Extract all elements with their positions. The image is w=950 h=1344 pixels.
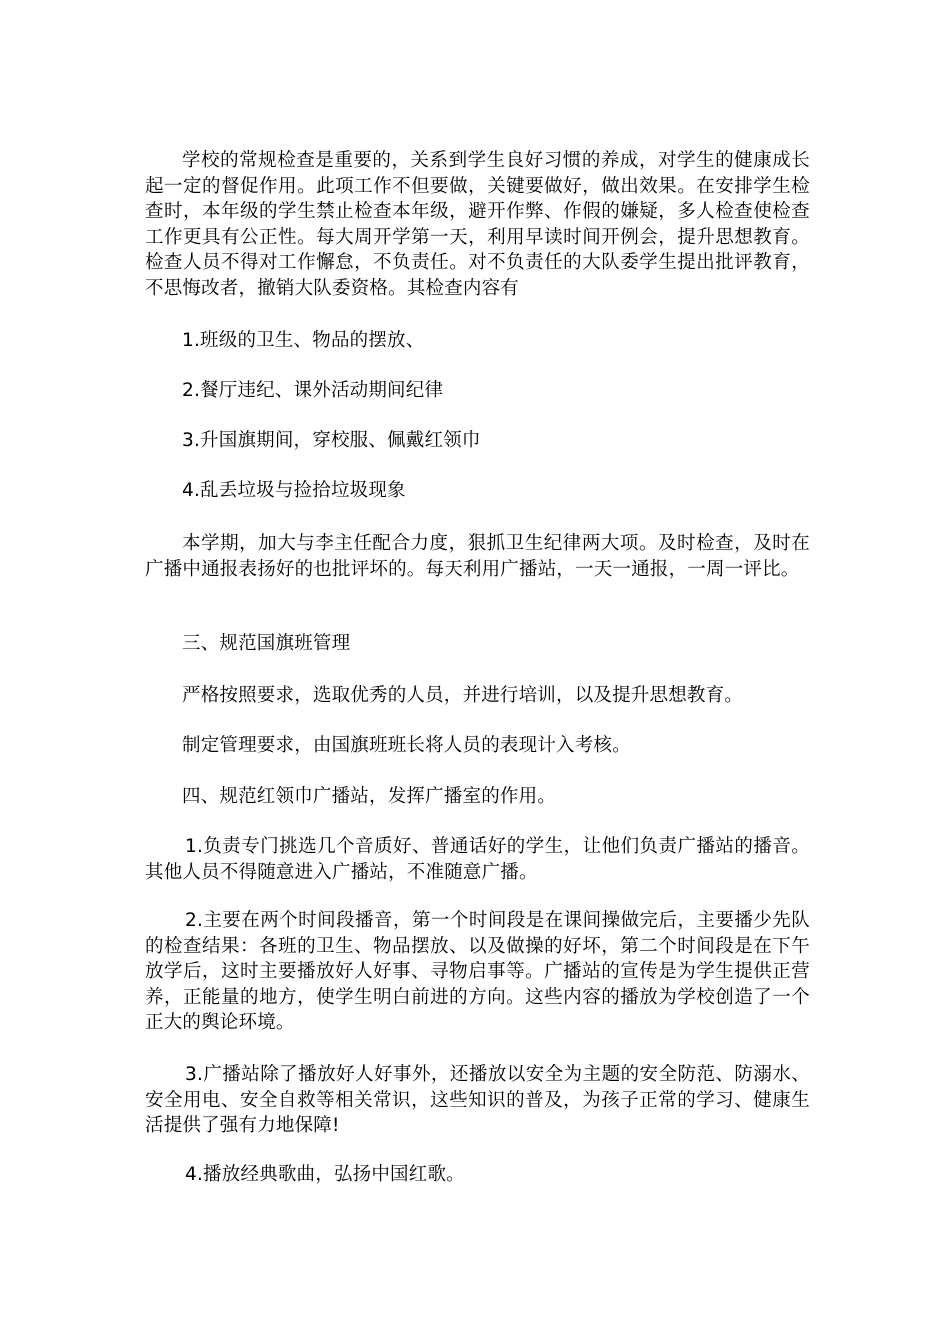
paragraph-flag-team-training: 严格按照要求，选取优秀的人员，并进行培训，以及提升思想教育。 [182, 685, 744, 706]
paragraph-broadcast-schedule: 2.主要在两个时间段播音，第一个时间段是在课间操做完后，主要播少先队的检查结果：各班的卫生、物品摆放、以及做操的好坏，第二个时间段是在下午放学后，这时主要播放好人好事、寻物启事等。广播站的宣传是为学生提供正营养，正能量的地方，使学生明白前进的方向。这些内容的播放为学校创造了一个正大的舆论环境。 [145, 910, 810, 1033]
section-heading-broadcast-station: 四、规范红领巾广播站，发挥广播室的作用。 [182, 786, 557, 807]
list-item-canteen-discipline: 2.餐厅违纪、课外活动期间纪律 [182, 380, 444, 401]
paragraph-flag-team-assessment: 制定管理要求，由国旗班班长将人员的表现计入考核。 [182, 735, 631, 756]
paragraph-broadcast-safety: 3.广播站除了播放好人好事外，还播放以安全为主题的安全防范、防溺水、安全用电、安全自救等相关常识，这些知识的普及，为孩子正常的学习、健康生活提供了强有力地保障! [145, 1064, 810, 1136]
section-heading-flag-team: 三、规范国旗班管理 [182, 633, 351, 654]
paragraph-broadcast-songs: 4.播放经典歌曲，弘扬中国红歌。 [185, 1164, 465, 1185]
paragraph-inspection-intro: 学校的常规检查是重要的，关系到学生良好习惯的养成，对学生的健康成长起一定的督促作用。此项工作不但要做，关键要做好，做出效果。在安排学生检查时，本年级的学生禁止检查本年级，避开作弊、作假的嫌疑，多人检查使检查工作更具有公正性。每大周开学第一天，利用早读时间开例会，提升思想教育。检查人员不得对工作懈怠，不负责任。对不负责任的大队委学生提出批评教育，不思悔改者，撤销大队委资格。其检查内容有 [145, 150, 810, 299]
paragraph-broadcast-selection: 1.负责专门挑选几个音质好、普通话好的学生，让他们负责广播站的播音。其他人员不得随意进入广播站，不准随意广播。 [145, 836, 810, 883]
list-item-littering: 4.乱丢垃圾与捡拾垃圾现象 [182, 480, 406, 501]
list-item-flag-raising: 3.升国旗期间，穿校服、佩戴红领巾 [182, 430, 481, 451]
paragraph-semester-focus: 本学期，加大与李主任配合力度，狠抓卫生纪律两大项。及时检查，及时在广播中通报表扬好的也批评坏的。每天利用广播站，一天一通报，一周一评比。 [145, 533, 810, 580]
list-item-class-hygiene: 1.班级的卫生、物品的摆放、 [182, 330, 425, 351]
